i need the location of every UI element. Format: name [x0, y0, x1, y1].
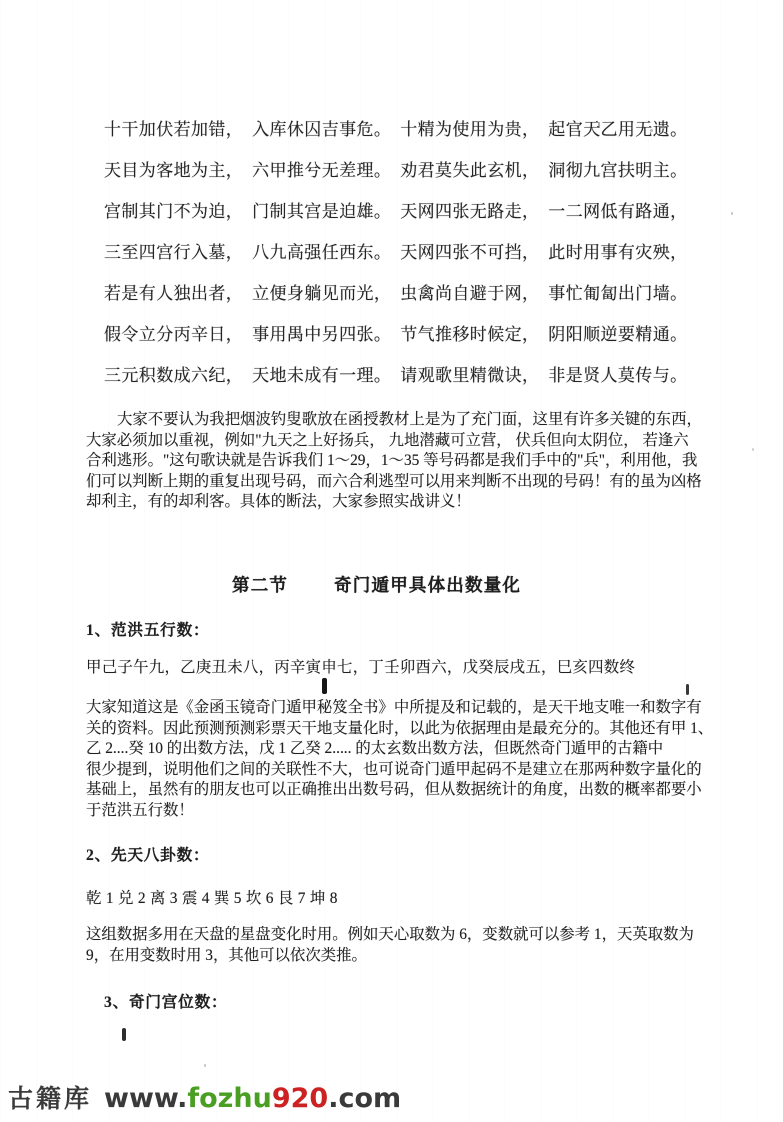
ink-speck [650, 129, 653, 132]
verse-line: 三至四宫行入墓， 八九高强任西东。 天网四张不可挡， 此时用事有灾殃， [104, 243, 688, 262]
verse-line: 若是有人独出者， 立便身躺见而光， 虫禽尚自避于网， 事忙匍匐出门墙。 [104, 284, 688, 303]
ink-speck [204, 1064, 206, 1067]
ink-speck [686, 684, 689, 695]
watermark-site-name: 古籍库 [8, 1085, 93, 1113]
fanhong-wuxing-numbers: 甲己子午九，乙庚丑未八，丙辛寅申七，丁壬卯酉六，戊癸辰戌五，巳亥四数终 [86, 659, 636, 676]
paragraph-line: 于范洪五行数！ [86, 801, 194, 819]
item-label-qimen-gongwei: 3、奇门宫位数： [104, 994, 228, 1011]
paragraph-line: 这组数据多用在天盘的星盘变化时用。例如天心取数为 6，变数就可以参考 1，天英取数为 [86, 926, 694, 943]
ink-speck [731, 212, 733, 215]
paragraph-line: 们可以判断上期的重复出现号码，而六合利逃型可以用来判断不出现的号码！有的虽为凶格 [86, 472, 702, 490]
bagua-numbers: 乾 1 兑 2 离 3 震 4 巽 5 坎 6 艮 7 坤 8 [86, 890, 338, 907]
watermark-url-com: .com [328, 1083, 402, 1114]
watermark-url-920: 920 [271, 1083, 329, 1114]
paragraph-line: 9，在用变数时用 3，其他可以依次类推。 [86, 946, 367, 964]
item-label-xiantian-bagua: 2、先天八卦数： [86, 847, 210, 864]
ink-speck [598, 122, 600, 128]
verse-line: 十干加伏若加错， 入库休囚吉事危。 十精为使用为贵， 起官天乙用无遗。 [104, 120, 688, 139]
verse-line: 宫制其门不为迫， 门制其宫是迫雄。 天网四张无路走， 一二网低有路通， [104, 202, 688, 221]
ink-speck [752, 448, 754, 451]
section-heading [232, 572, 521, 597]
item-label-fanhong-wuxing: 1、范洪五行数： [86, 622, 210, 639]
paragraph-line: 关的资料。因此预测预测彩票天干地支量化时，以此为依据理由是最充分的。其他还有甲 1、 [86, 719, 714, 737]
section-title: 奇门遁甲具体出数量化 [334, 575, 522, 595]
verse-line: 假令立分丙辛日， 事用禺中另四张。 节气推移时候定， 阴阳顺逆要精通。 [104, 325, 688, 344]
paragraph-line: 大家不要认为我把烟波钓叟歌放在函授教材上是为了充门面，这里有许多关键的东西， [117, 411, 702, 428]
intro-paragraph [86, 410, 706, 513]
watermark [8, 1079, 401, 1115]
paragraph-line: 基础上，虽然有的朋友也可以正确推出出数号码，但从数据统计的角度，出数的概率都要小 [86, 781, 702, 799]
paragraph-line: 很少提到，说明他们之间的关联性不大，也可说奇门遁甲起码不是建立在那两种数字量化的 [86, 760, 702, 778]
paragraph-line: 乙 2....癸 10 的出数方法，戊 1 乙癸 2..... 的太玄数出数方法，但既然奇门遁甲的古籍中 [86, 740, 664, 758]
paragraph-line: 却利主，有的却利客。具体的断法，大家参照实战讲义！ [86, 493, 471, 511]
paragraph-line: 大家知道这是《金函玉镜奇门遁甲秘笈全书》中所提及和记载的，是天干地支唯一和数字有 [86, 699, 702, 716]
paragraph-line: 大家必须加以重视，例如"九天之上好扬兵， 九地潜藏可立营， 伏兵但向太阴位， 若逢六 [86, 431, 689, 449]
fanhong-paragraph [86, 698, 714, 822]
watermark-url-www: www. [104, 1083, 188, 1114]
verse-line: 三元积数成六纪， 天地未成有一理。 请观歌里精微诀， 非是贤人莫传与。 [104, 366, 688, 385]
ink-speck [122, 1028, 126, 1041]
section-number: 第二节 [232, 575, 289, 595]
watermark-url-fozhu: fozhu [187, 1083, 272, 1114]
ink-speck [322, 678, 327, 694]
paragraph-line: 合利逃形。"这句歌诀就是告诉我们 1～29，1～35 等号码都是我们手中的"兵"，利用他，我 [86, 452, 698, 470]
watermark-url [104, 1083, 401, 1114]
verse-block [104, 109, 688, 396]
bagua-paragraph [86, 925, 706, 966]
verse-line: 天目为客地为主， 六甲推兮无差理。 劝君莫失此玄机， 洞彻九宫扶明主。 [104, 161, 688, 180]
